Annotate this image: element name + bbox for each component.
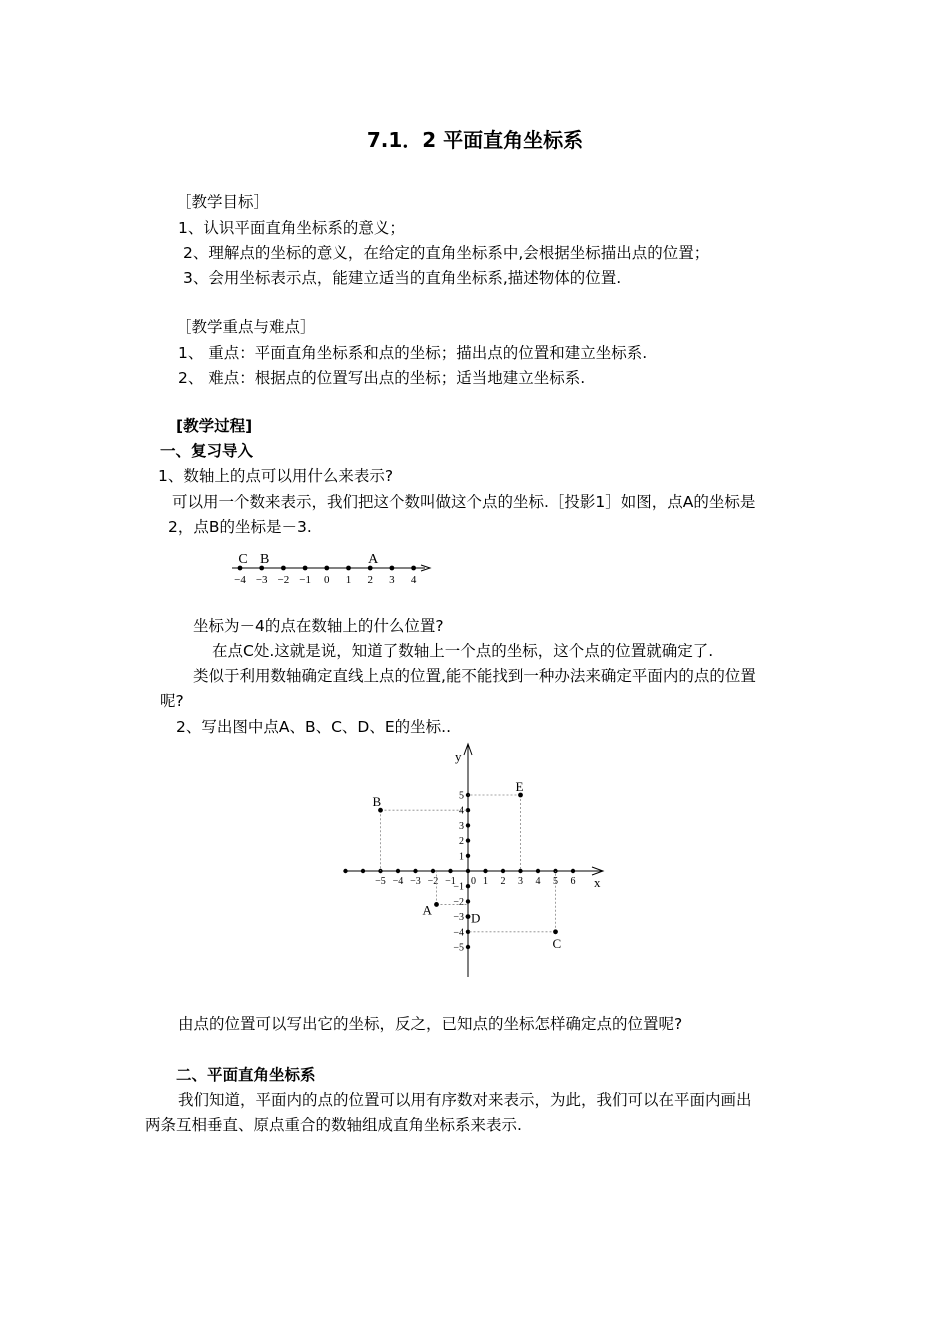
question-text: 2、写出图中点A、B、C、D、E的坐标.. bbox=[176, 718, 452, 736]
paragraph-line: 两条互相垂直、原点重合的数轴组成直角坐标系来表示. bbox=[145, 1116, 522, 1134]
y-tick-label: −2 bbox=[453, 896, 464, 908]
tick-dot bbox=[303, 566, 308, 571]
keypoint-item: 2、 难点：根据点的位置写出点的坐标；适当地建立坐标系. bbox=[178, 369, 586, 387]
page-title: 7.1．2 平面直角坐标系 bbox=[366, 128, 584, 152]
x-tick-label: 6 bbox=[570, 876, 576, 887]
tick-label: −4 bbox=[234, 574, 246, 586]
x-tick-label: 2 bbox=[500, 876, 506, 887]
x-axis-label: x bbox=[594, 875, 601, 890]
section-heading: 二、平面直角坐标系 bbox=[176, 1066, 316, 1084]
y-tick-label: −1 bbox=[453, 881, 464, 893]
tick-label: 2 bbox=[367, 574, 373, 586]
objective-item: 2、理解点的坐标的意义，在给定的直角坐标系中,会根据坐标描出点的位置； bbox=[183, 244, 710, 262]
y-tick-dot bbox=[466, 884, 470, 888]
tick-label: −3 bbox=[255, 574, 268, 586]
y-tick-dot bbox=[466, 854, 470, 858]
x-tick-dot bbox=[501, 869, 505, 873]
tick-label: −1 bbox=[299, 574, 311, 586]
point-label: C bbox=[238, 552, 248, 567]
point-label: A bbox=[368, 552, 379, 567]
y-tick-label: −4 bbox=[453, 927, 464, 939]
tick-dot bbox=[324, 566, 329, 571]
y-tick-label: −5 bbox=[453, 942, 464, 954]
number-line-figure bbox=[225, 545, 440, 590]
paragraph-line: 我们知道，平面内的点的位置可以用有序数对来表示，为此，我们可以在平面内画出 bbox=[178, 1091, 752, 1109]
keypoint-item: 1、 重点：平面直角坐标系和点的坐标；描出点的位置和建立坐标系. bbox=[178, 344, 648, 362]
y-tick-dot bbox=[466, 899, 470, 903]
tick-dot bbox=[390, 566, 395, 571]
point-label: B bbox=[372, 794, 382, 810]
paragraph-line: 2，点B的坐标是－3. bbox=[168, 518, 312, 536]
tick-label: 3 bbox=[389, 574, 395, 586]
tick-label: 0 bbox=[324, 574, 330, 586]
paragraph-line: 呢? bbox=[160, 692, 184, 710]
point-label: D bbox=[471, 910, 481, 926]
x-tick-label: 4 bbox=[535, 876, 541, 887]
point-label: B bbox=[260, 552, 270, 567]
tick-label: 4 bbox=[410, 574, 417, 586]
plotted-point bbox=[466, 914, 471, 919]
question-text: 1、数轴上的点可以用什么来表示? bbox=[158, 467, 394, 485]
y-tick-label: 1 bbox=[459, 851, 464, 863]
y-tick-dot bbox=[466, 823, 470, 827]
plotted-point bbox=[434, 902, 439, 907]
origin-label: 0 bbox=[471, 876, 476, 887]
answer-text: 在点C处.这就是说，知道了数轴上一个点的坐标，这个点的位置就确定了. bbox=[212, 642, 714, 660]
x-tick-dot bbox=[413, 869, 417, 873]
x-tick-label: 3 bbox=[518, 876, 523, 887]
x-tick-label: −2 bbox=[427, 876, 439, 887]
paragraph-text: 由点的位置可以写出它的坐标，反之，已知点的坐标怎样确定点的位置呢? bbox=[178, 1015, 683, 1033]
x-tick-dot bbox=[483, 869, 487, 873]
x-tick-label: 1 bbox=[483, 876, 488, 887]
origin-dot bbox=[466, 869, 470, 873]
y-tick-label: 3 bbox=[459, 820, 464, 832]
x-tick-label: −3 bbox=[410, 876, 421, 887]
x-tick-label: −1 bbox=[445, 876, 456, 887]
point-label: C bbox=[552, 935, 562, 951]
x-tick-label: −5 bbox=[375, 876, 386, 887]
paragraph-line: 可以用一个数来表示，我们把这个数叫做这个点的坐标.［投影1］如图，点A的坐标是 bbox=[172, 493, 756, 511]
y-tick-label: −3 bbox=[453, 912, 464, 924]
section-heading: 一、复习导入 bbox=[160, 442, 254, 460]
x-tick-dot bbox=[536, 869, 540, 873]
y-axis-label: y bbox=[455, 749, 462, 764]
y-tick-dot bbox=[466, 945, 470, 949]
y-tick-dot bbox=[466, 838, 470, 842]
objective-item: 3、会用坐标表示点，能建立适当的直角坐标系,描述物体的位置. bbox=[183, 269, 622, 287]
x-tick-dot bbox=[431, 869, 435, 873]
point-label: E bbox=[515, 779, 524, 794]
axis-dot bbox=[343, 869, 347, 873]
question-text: 坐标为－4的点在数轴上的什么位置? bbox=[193, 617, 444, 635]
point-label: A bbox=[422, 902, 432, 918]
tick-label: −2 bbox=[277, 574, 290, 586]
objectives-heading: ［教学目标］ bbox=[176, 193, 270, 211]
x-tick-dot bbox=[448, 869, 452, 873]
tick-dot bbox=[281, 566, 286, 571]
coordinate-plane-figure bbox=[340, 740, 620, 985]
tick-label: 1 bbox=[345, 574, 352, 586]
paragraph-line: 类似于利用数轴确定直线上点的位置,能不能找到一种办法来确定平面内的点的位置 bbox=[193, 667, 756, 685]
x-tick-label: −4 bbox=[392, 876, 404, 887]
process-heading: [教学过程] bbox=[176, 417, 253, 435]
y-tick-label: 4 bbox=[459, 805, 464, 817]
x-tick-dot bbox=[571, 869, 575, 873]
objective-item: 1、认识平面直角坐标系的意义； bbox=[178, 219, 405, 237]
axis-dot bbox=[361, 869, 365, 873]
plotted-point bbox=[553, 929, 558, 934]
x-tick-dot bbox=[518, 869, 522, 873]
y-tick-label: 2 bbox=[459, 836, 464, 848]
x-tick-label: 5 bbox=[553, 876, 558, 887]
tick-dot bbox=[411, 566, 416, 571]
x-tick-dot bbox=[396, 869, 400, 873]
y-tick-label: 5 bbox=[459, 790, 464, 802]
tick-dot bbox=[346, 566, 351, 571]
keypoints-heading: ［教学重点与难点］ bbox=[176, 318, 316, 336]
